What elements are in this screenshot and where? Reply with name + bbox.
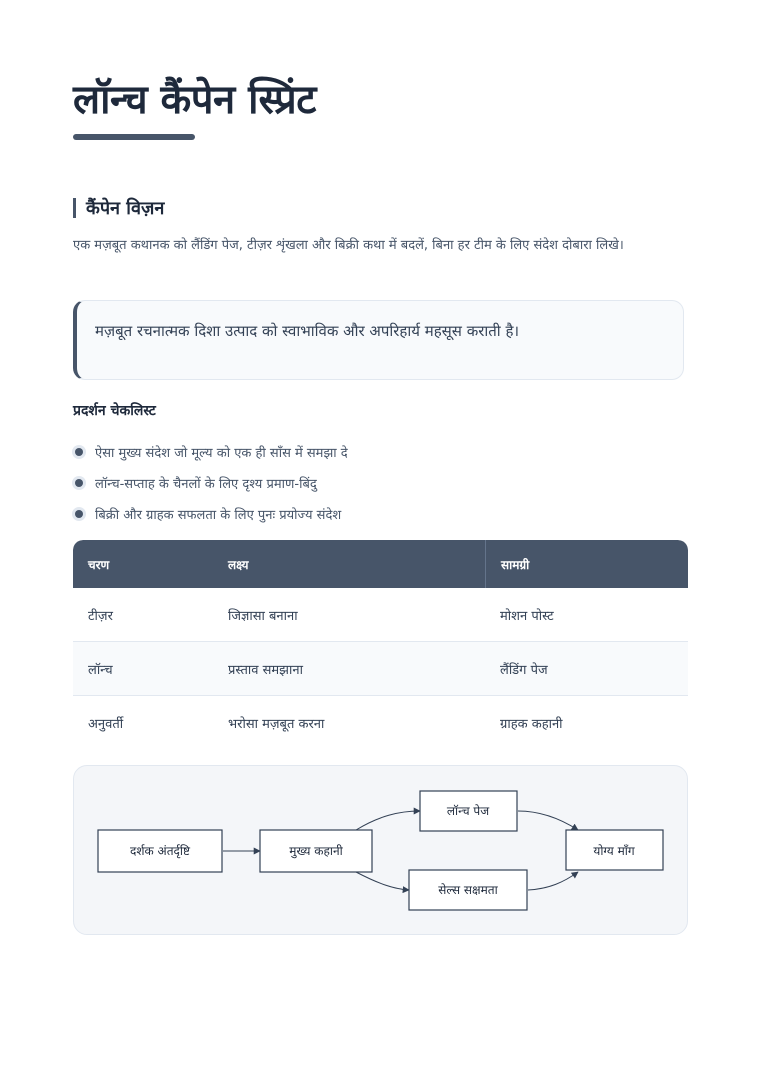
flow-node-label: योग्य माँग: [593, 844, 635, 858]
table-cell: अनुवर्ती: [88, 717, 124, 732]
flow-node-landing: [420, 791, 517, 831]
checklist-item: [73, 436, 348, 467]
campaign-flow-diagram: [73, 765, 688, 935]
table-cell: प्रस्ताव समझाना: [228, 662, 303, 678]
table-cell: मोशन पोस्ट: [500, 608, 554, 624]
flow-diagram-svg: [74, 766, 688, 935]
section-heading-vision: [73, 196, 164, 220]
checklist-item-text: ऐसा मुख्य संदेश जो मूल्य को एक ही साँस में समझा दे: [95, 445, 348, 461]
column-header-material: सामग्री: [485, 540, 688, 588]
flow-node-insight: [98, 830, 222, 872]
flow-arrow-landing-to-ask: [518, 811, 578, 830]
bullet-icon: [75, 448, 83, 456]
table-cell: ग्राहक कहानी: [500, 717, 563, 732]
flow-node-label: सेल्स सक्षमता: [438, 883, 498, 897]
table-cell: जिज्ञासा बनाना: [228, 608, 298, 624]
flow-node-label: मुख्य कहानी: [289, 844, 343, 858]
table-row: [73, 696, 688, 750]
flow-arrow-story-to-sales: [356, 872, 409, 890]
title-underline: [73, 134, 195, 140]
flow-arrow-story-to-landing: [356, 811, 420, 830]
table-cell: भरोसा मज़बूत करना: [228, 717, 325, 732]
section-accent-bar: [73, 198, 76, 218]
flow-node-sales: [409, 870, 527, 910]
flow-node-story: [260, 830, 372, 872]
campaign-phase-table: [73, 540, 688, 750]
flow-node-label: दर्शक अंतर्दृष्टि: [129, 844, 191, 858]
flow-node-ask: [566, 830, 663, 870]
column-header-phase: चरण: [88, 557, 110, 572]
table-header: [73, 540, 688, 588]
checklist-item: [73, 467, 348, 498]
callout-quote-text: मज़बूत रचनात्मक दिशा उत्पाद को स्वाभाविक और अपरिहार्य महसूस कराती है।: [95, 322, 520, 340]
section-heading-text: कैंपेन विज़न: [86, 198, 165, 219]
column-header-goal: लक्ष्य: [228, 557, 249, 572]
checklist-heading: प्रदर्शन चेकलिस्ट: [73, 403, 156, 419]
intro-paragraph: एक मज़बूत कथानक को लैंडिंग पेज, टीज़र शृंखला और बिक्री कथा में बदलें, बिना हर टीम के लिए संदेश दोबारा लिखे।: [73, 238, 624, 253]
flow-arrow-sales-to-ask: [528, 872, 578, 890]
page-title: लॉन्च कैंपेन स्प्रिंट: [73, 77, 316, 123]
table-cell: लॉन्च: [88, 662, 113, 678]
callout-quote: [73, 300, 684, 380]
flow-node-label: लॉन्च पेज: [446, 804, 490, 818]
checklist-item: [73, 498, 348, 529]
checklist: [73, 436, 348, 529]
table-row: [73, 642, 688, 696]
checklist-item-text: लॉन्च-सप्ताह के चैनलों के लिए दृश्य प्रमाण-बिंदु: [95, 476, 317, 492]
bullet-icon: [75, 510, 83, 518]
checklist-item-text: बिक्री और ग्राहक सफलता के लिए पुनः प्रयोज्य संदेश: [95, 507, 342, 523]
table-row: [73, 588, 688, 642]
bullet-icon: [75, 479, 83, 487]
table-cell: टीज़र: [88, 608, 113, 624]
table-cell: लैंडिंग पेज: [500, 662, 548, 678]
